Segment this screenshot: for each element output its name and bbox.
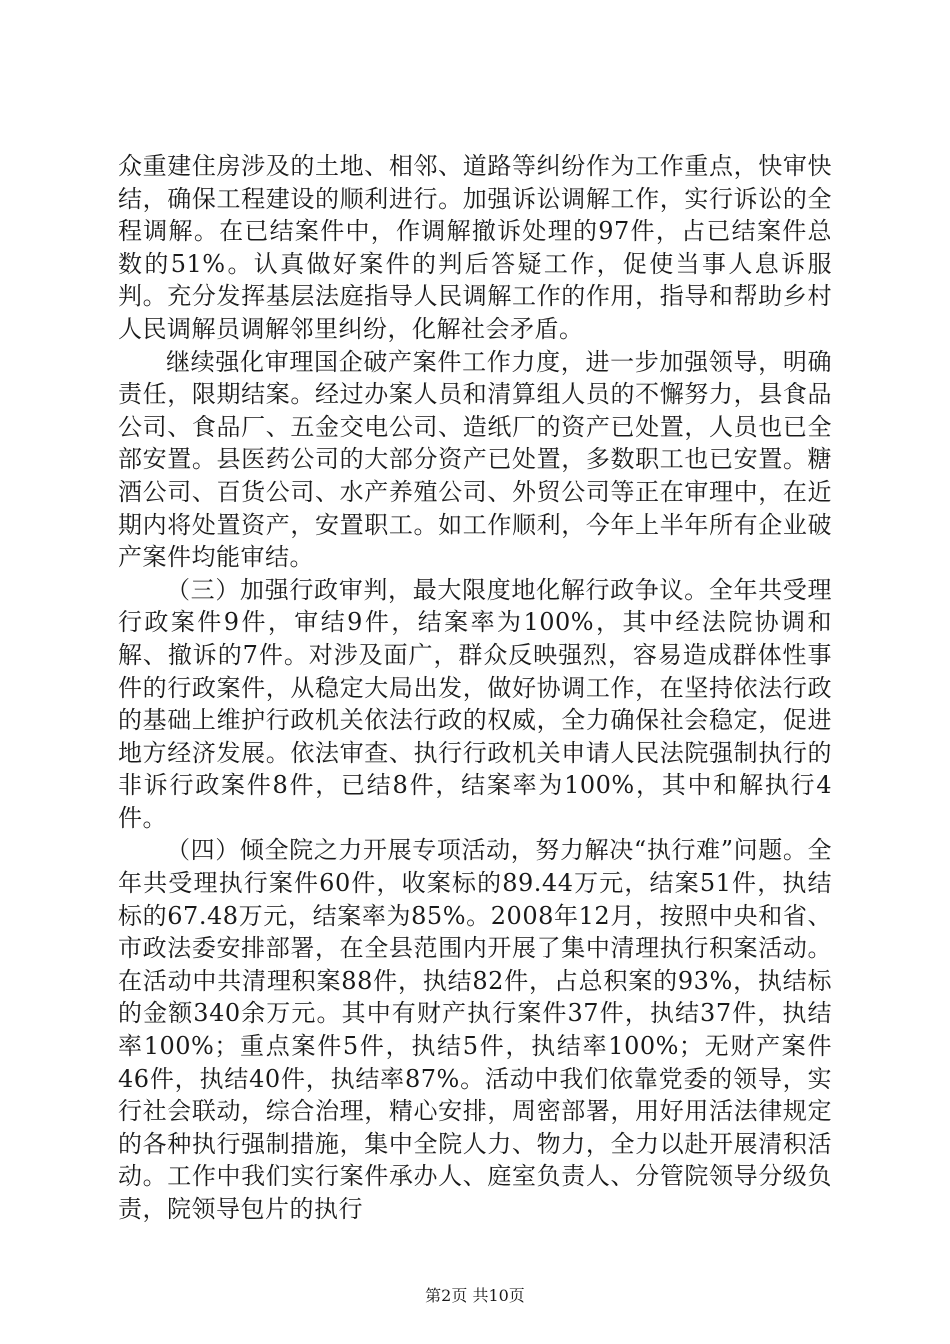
paragraph-3: （三）加强行政审判，最大限度地化解行政争议。全年共受理行政案件9件，审结9件，结案率为100%，其中经法院协调和解、撤诉的7件。对涉及面广，群众反映强烈，容易造成群体性事件的行政案件，从稳定大局出发，做好协调工作，在坚持依法行政的基础上维护行政机关依法行政的权威，全力确保社会稳定，促进地方经济发展。依法审查、执行行政机关申请人民法院强制执行的非诉行政案件8件，已结8件，结案率为100%，其中和解执行4件。 bbox=[118, 575, 832, 832]
document-body bbox=[118, 150, 832, 1226]
paragraph-4: （四）倾全院之力开展专项活动，努力解决“执行难”问题。全年共受理执行案件60件，收案标的89.44万元，结案51件，执结标的67.48万元，结案率为85%。2008年12月，按照中央和省、市政法委安排部署，在全县范围内开展了集中清理执行积案活动。在活动中共清理积案88件，执结82件，占总积案的93%，执结标的金额340余万元。其中有财产执行案件37件，执结37件，执结率100%；重点案件5件，执结5件，执结率100%；无财产案件46件，执结40件，执结率87%。活动中我们依靠党委的领导，实行社会联动，综合治理，精心安排，周密部署，用好用活法律规定的各种执行强制措施，集中全院人力、物力，全力以赴开展清积活动。工作中我们实行案件承办人、庭室负责人、分管院领导分级负责，院领导包片的执行 bbox=[118, 836, 832, 1223]
paragraph-2: 继续强化审理国企破产案件工作力度，进一步加强领导，明确责任，限期结案。经过办案人员和清算组人员的不懈努力，县食品公司、食品厂、五金交电公司、造纸厂的资产已处置，人员也已全部安置。县医药公司的大部分资产已处置，多数职工也已安置。糖酒公司、百货公司、水产养殖公司、外贸公司等正在审理中，在近期内将处置资产，安置职工。如工作顺利，今年上半年所有企业破产案件均能审结。 bbox=[118, 347, 832, 572]
paragraph-1: 众重建住房涉及的土地、相邻、道路等纠纷作为工作重点，快审快结，确保工程建设的顺利进行。加强诉讼调解工作，实行诉讼的全程调解。在已结案件中，作调解撤诉处理的97件，占已结案件总数的51%。认真做好案件的判后答疑工作，促使当事人息诉服判。充分发挥基层法庭指导人民调解工作的作用，指导和帮助乡村人民调解员调解邻里纠纷，化解社会矛盾。 bbox=[118, 152, 832, 343]
page-number-footer: 第2页 共10页 bbox=[425, 1286, 525, 1305]
